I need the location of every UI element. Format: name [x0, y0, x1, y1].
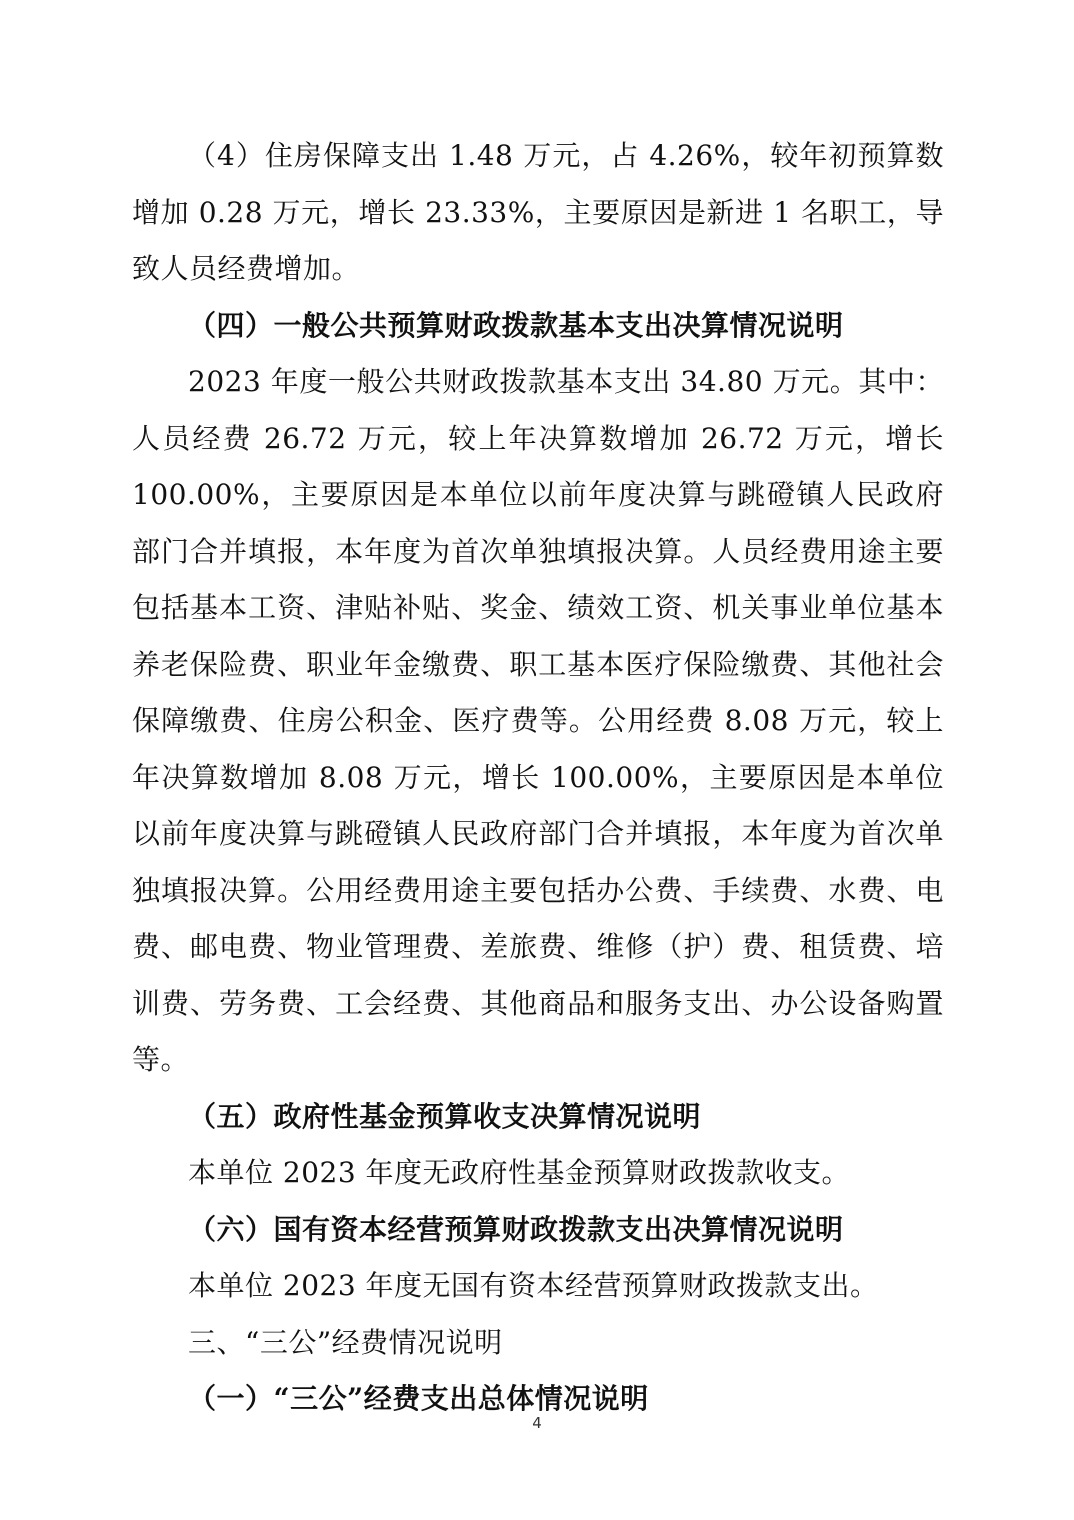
- basic-expense-paragraph: 2023 年度一般公共财政拨款基本支出 34.80 万元。其中：人员经费 26.72 万元，较上年决算数增加 26.72 万元，增长 100.00%，主要原因是本单位以前年度决算与跳磴镇人民政府部门合并填报，本年度为首次单独填报决算。人员经费用途主要包括基本工资、津贴补贴、奖金、绩效工资、机关事业单位基本养老保险费、职业年金缴费、职工基本医疗保险缴费、其他社会保障缴费、住房公积金、医疗费等。公用经费 8.08 万元，较上年决算数增加 8.08 万元，增长 100.00%，主要原因是本单位以前年度决算与跳磴镇人民政府部门合并填报，本年度为首次单独填报决算。公用经费用途主要包括办公费、手续费、水费、电费、邮电费、物业管理费、差旅费、维修（护）费、租赁费、培训费、劳务费、工会经费、其他商品和服务支出、办公设备购置等。: [132, 365, 944, 1076]
- page-number: 4: [532, 1414, 542, 1432]
- heading-state-capital: （六）国有资本经营预算财政拨款支出决算情况说明: [188, 1212, 844, 1246]
- heading-three-public-overall: （一）“三公”经费支出总体情况说明: [188, 1382, 649, 1415]
- section-three-public-expenses: 三、“三公”经费情况说明: [188, 1325, 503, 1359]
- heading-government-fund: （五）政府性基金预算收支决算情况说明: [188, 1099, 702, 1133]
- government-fund-paragraph: 本单位 2023 年度无政府性基金预算财政拨款收支。: [188, 1156, 851, 1189]
- heading-basic-expense: （四）一般公共预算财政拨款基本支出决算情况说明: [188, 308, 844, 342]
- housing-expense-paragraph: （4）住房保障支出 1.48 万元，占 4.26%，较年初预算数增加 0.28 万元，增长 23.33%，主要原因是新进 1 名职工，导致人员经费增加。: [132, 139, 944, 285]
- document-body: [132, 128, 944, 1428]
- state-capital-paragraph: 本单位 2023 年度无国有资本经营预算财政拨款支出。: [188, 1269, 879, 1302]
